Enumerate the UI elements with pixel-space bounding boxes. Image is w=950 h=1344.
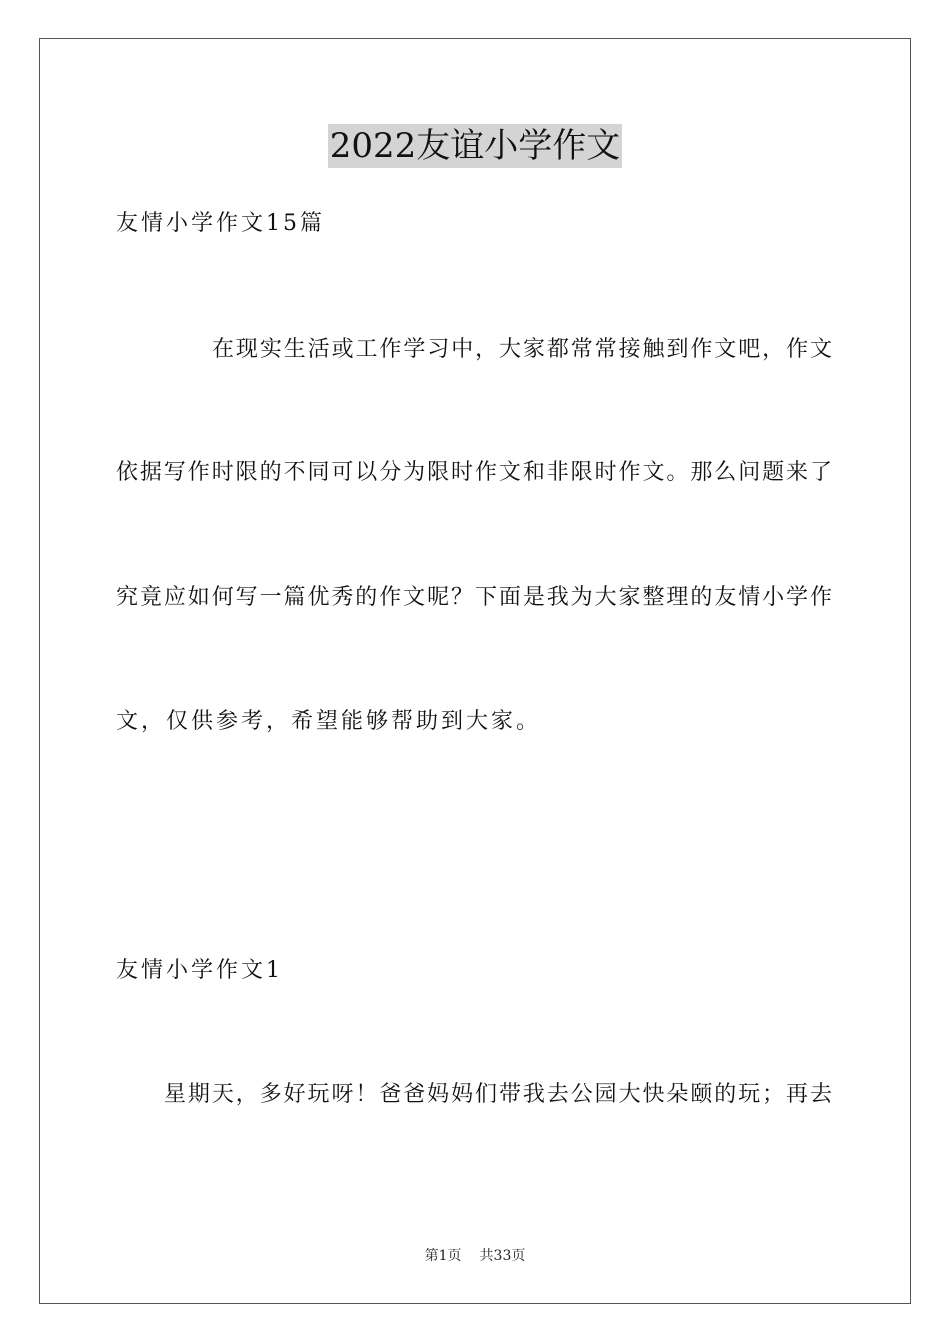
paragraph-line-1: 在现实生活或工作学习中，大家都常常接触到作文吧，作文 xyxy=(212,337,832,362)
page-footer xyxy=(0,1246,950,1266)
section-heading: 友情小学作文1 xyxy=(116,958,283,983)
subtitle: 友情小学作文15篇 xyxy=(116,211,325,236)
page-total: 共33页 xyxy=(479,1248,526,1264)
paragraph-line-3: 究竟应如何写一篇优秀的作文呢？下面是我为大家整理的友情小学作 xyxy=(116,585,832,610)
section-paragraph-line-1: 星期天，多好玩呀！爸爸妈妈们带我去公园大快朵颐的玩；再去 xyxy=(164,1082,832,1107)
paragraph-line-2: 依据写作时限的不同可以分为限时作文和非限时作文。那么问题来了 xyxy=(116,460,832,485)
title-container xyxy=(0,124,950,168)
document-title: 2022友谊小学作文 xyxy=(329,126,621,166)
page-number: 第1页 xyxy=(424,1248,462,1264)
paragraph-line-4: 文，仅供参考，希望能够帮助到大家。 xyxy=(116,709,542,734)
